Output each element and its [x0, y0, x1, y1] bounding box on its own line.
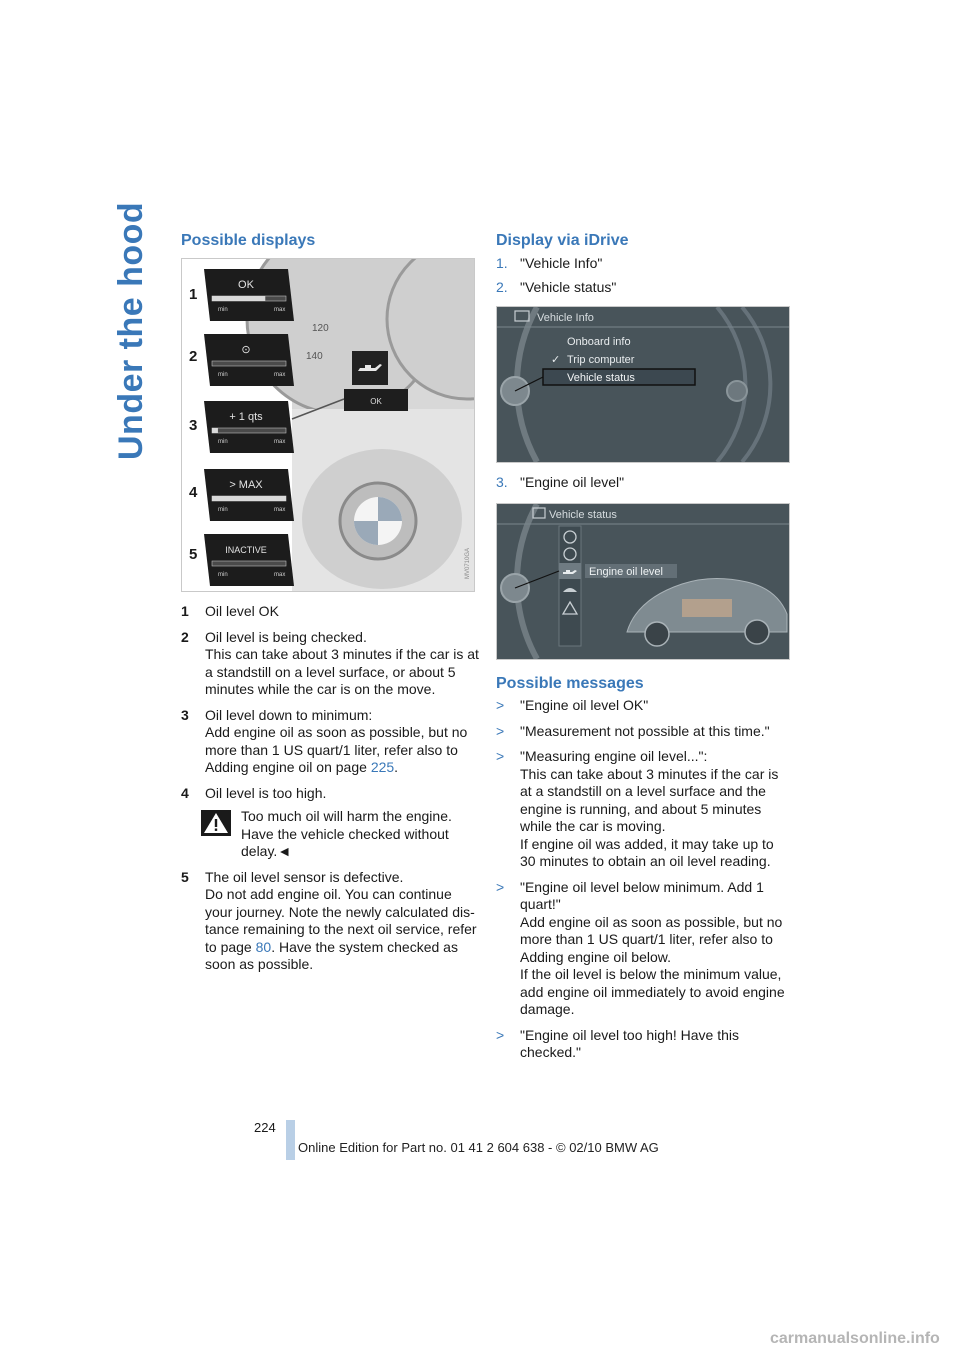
list-item: > "Engine oil level below minimum. Add 1 quart!" Add engine oil as soon as possible, but no more than 1 US quart/1 liter, refer also to Adding engine oil below. If the oil level is below the minimum value, add engine oil immediately to avoid engine damage. [496, 878, 785, 1017]
possible-displays-heading: Possible displays [181, 232, 316, 249]
page-link-225[interactable]: 225 [370, 759, 395, 775]
scale-min-label-3: min [218, 439, 228, 445]
idrive-steps-bottom [496, 474, 786, 492]
oil-level-fill-3 [212, 428, 218, 433]
list-item: 3 Oil level down to minimum: Add engine oil as soon as possible, but no more than 1 US quart/1 liter, refer also to Adding engine oil on page 225. [181, 706, 468, 775]
ok-display-label: OK [370, 397, 382, 406]
oil-level-fill-1 [212, 296, 265, 301]
oil-display-panel-1 [204, 269, 294, 321]
display-label-4: 4 [189, 484, 198, 501]
oil-level-scale-2 [212, 361, 286, 366]
possible-messages-list [496, 697, 790, 1062]
display-label-5: 5 [189, 546, 198, 563]
site-watermark: carmanualsonline.info [770, 1330, 940, 1347]
list-item: 4 Oil level is too high. Too much oil will harm the engine. Have the vehicle checked without delay.◄ [181, 784, 452, 859]
list-item: > "Measuring engine oil level...": This can take about 3 minutes if the car is at a standstill on a level surface and the engine is running, and about 5 minutes while the car is moving. If engine oil was added, it may take up to 30 minutes to obtain an oil level reading. [496, 748, 779, 869]
list-item: > "Engine oil level too high! Have this checked." [496, 1026, 739, 1060]
idrive-steps-top [496, 255, 786, 296]
chapter-side-title: Under the hood [112, 201, 150, 460]
gauge-tick-120: 120 [312, 323, 329, 334]
scale-max-label-3: max [274, 439, 286, 445]
scale-max-label-4: max [274, 507, 286, 513]
oil-display-text-3: + 1 qts [229, 411, 263, 423]
list-item: > "Measurement not possible at this time." [496, 722, 770, 739]
scale-max-label-1: max [274, 307, 286, 313]
footer-accent-bar [286, 1120, 295, 1160]
engine-oil-level-label[interactable]: Engine oil level [589, 566, 663, 578]
oil-level-fill-4 [212, 496, 286, 501]
idrive-vehicle-status-screen [496, 503, 790, 660]
screen1-title: Vehicle Info [537, 312, 594, 324]
oil-level-scale-3 [212, 428, 286, 433]
oil-display-panel-4 [204, 469, 294, 521]
oil-display-text-1: OK [238, 279, 254, 291]
display-label-3: 3 [189, 417, 198, 434]
oil-level-displays-figure [181, 258, 475, 592]
screen2-title: Vehicle status [549, 509, 617, 521]
display-label-2: 2 [189, 348, 198, 365]
menu-item-onboard-info[interactable]: Onboard info [567, 336, 631, 348]
list-item: 2 Oil level is being checked. This can take about 3 minutes if the car is at a standstill on a level surface, or about 5 minutes while the car is on the move. [181, 628, 479, 697]
list-item: 5 The oil level sensor is defective. Do not add engine oil. You can continue your journey. Note the newly calculated dis-tance remaining to the next oil service, refer to page 80. Have the system checked as soon as possible. [181, 868, 477, 972]
list-item: 3. "Engine oil level" [496, 474, 625, 490]
oil-display-panel-2 [204, 334, 294, 386]
oil-display-text-5: INACTIVE [225, 545, 267, 555]
oil-display-text-2: ⊙ [241, 344, 251, 356]
list-item: 1. "Vehicle Info" [496, 255, 603, 271]
oil-display-panel-3 [204, 401, 294, 453]
page-number: 224 [254, 1120, 276, 1135]
scale-min-label-2: min [218, 372, 228, 378]
page-link-80[interactable]: 80 [255, 938, 272, 955]
idrive-vehicle-info-screen [496, 306, 790, 463]
oil-display-text-4: > MAX [229, 479, 263, 491]
scale-min-label-4: min [218, 507, 228, 513]
gauge-tick-140: 140 [306, 351, 323, 362]
display-label-1: 1 [189, 286, 198, 303]
possible-messages-heading: Possible messages [496, 675, 644, 692]
scale-min-label-1: min [218, 307, 228, 313]
figure-code: MV0710GA [465, 547, 471, 579]
warning-triangle-icon [201, 810, 231, 836]
oil-display-panel-5 [204, 534, 294, 586]
footer-edition-text: Online Edition for Part no. 01 41 2 604 638 - © 02/10 BMW AG [298, 1140, 659, 1155]
scale-min-label-5: min [218, 572, 228, 578]
oil-level-scale-5 [212, 561, 286, 566]
scale-max-label-2: max [274, 372, 286, 378]
check-mark-icon: ✓ [551, 353, 561, 366]
menu-item-vehicle-status[interactable]: Vehicle status [567, 372, 635, 384]
scale-max-label-5: max [274, 572, 286, 578]
list-item: > "Engine oil level OK" [496, 697, 649, 713]
list-item: 2. "Vehicle status" [496, 278, 617, 295]
display-meaning-list [181, 603, 481, 974]
menu-item-trip-computer[interactable]: Trip computer [567, 354, 635, 366]
list-item: 1 Oil level OK [181, 603, 279, 619]
display-via-idrive-heading: Display via iDrive [496, 232, 629, 249]
